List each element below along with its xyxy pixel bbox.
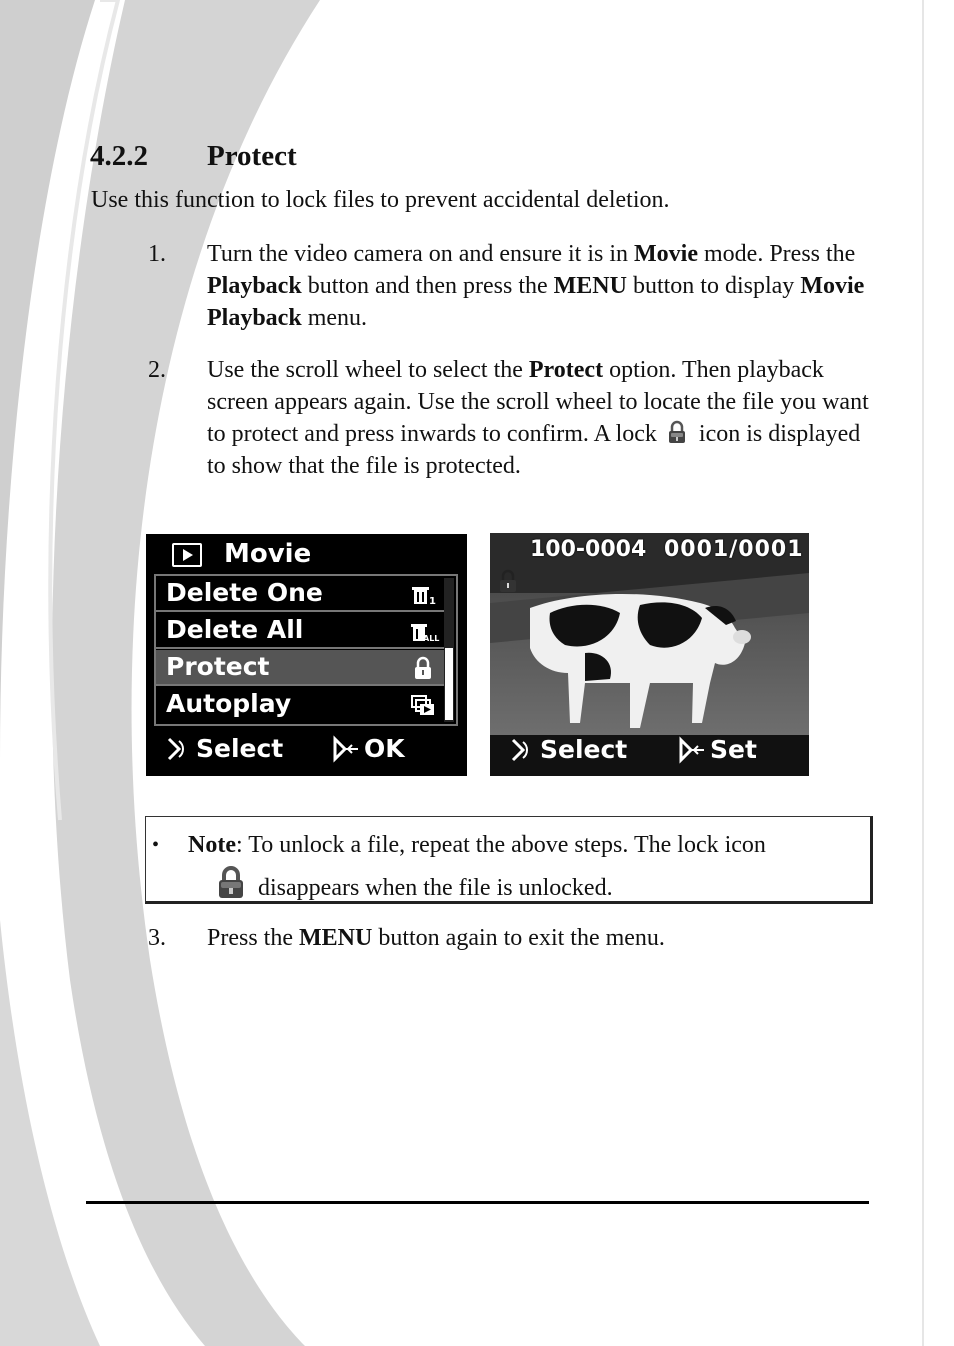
intro-paragraph: Use this function to lock files to prevent accidental deletion. [91, 187, 670, 213]
lock-icon [216, 865, 246, 899]
menu-item-delete-all [156, 613, 445, 649]
text-run: option. Then playback screen appears again. Use the scroll wheel to locate the file you want to protect and press inwards to confirm. A lock [207, 357, 869, 447]
scroll-wheel-icon [510, 738, 536, 762]
lock-icon [411, 656, 435, 680]
step-text [207, 354, 877, 482]
footer-ok-label: OK [364, 734, 405, 763]
step-text [207, 238, 877, 334]
step-number: 3. [148, 925, 166, 951]
trash-one-icon [411, 582, 435, 606]
menu-footer-select [166, 734, 283, 763]
lock-icon [498, 569, 518, 593]
playback-footer-select [510, 735, 627, 764]
menu-item-label: Autoplay [166, 689, 292, 718]
page-edge-line [922, 0, 924, 1346]
text-run: menu. [301, 305, 368, 331]
menu-scrollbar [444, 578, 454, 722]
step-text [207, 922, 877, 954]
section-title: Protect [207, 140, 297, 172]
playback-footer-set [678, 735, 757, 764]
text-run: button and then press the [301, 273, 554, 299]
text-run: Use the scroll wheel to select the [207, 357, 529, 383]
file-id: 100-0004 [530, 537, 647, 562]
footer-select-label: Select [540, 735, 628, 764]
note-text-1: : To unlock a file, repeat the above steps. The lock icon [235, 832, 766, 858]
menu-footer-ok [332, 734, 405, 763]
text-run: Turn the video camera on and ensure it is in [207, 241, 635, 267]
note-box [145, 816, 873, 904]
note-label: Note [188, 832, 236, 858]
lock-icon [667, 420, 687, 444]
svg-text:ALL: ALL [423, 634, 440, 643]
step-number: 2. [148, 357, 166, 383]
bold-term: Movie [634, 241, 699, 267]
note-text-2: disappears when the file is unlocked. [258, 875, 613, 901]
bullet-icon: • [152, 834, 160, 856]
file-count: 0001/0001 [664, 537, 804, 562]
scrollbar-thumb [445, 648, 453, 720]
note-line-2 [216, 865, 613, 908]
note-line-1 [188, 825, 766, 865]
menu-item-protect [156, 650, 445, 686]
scroll-wheel-icon [166, 737, 192, 761]
menu-item-label: Delete All [166, 615, 304, 644]
menu-list [154, 574, 458, 726]
bold-term: Playback [207, 273, 302, 299]
bold-term: MENU [299, 925, 373, 951]
bold-term: Movie Playback [207, 273, 865, 331]
menu-item-autoplay [156, 687, 445, 723]
movie-menu-screenshot [146, 534, 467, 776]
footer-rule [86, 1201, 869, 1204]
playback-footer-bar [490, 735, 809, 776]
menu-item-label: Protect [166, 652, 270, 681]
press-arrow-icon [678, 738, 706, 762]
text-run: button to display [626, 273, 801, 299]
playback-screenshot [490, 533, 809, 776]
text-run: button again to exit the menu. [372, 925, 665, 951]
text-run: icon is displayed to show that the file is protected. [207, 421, 861, 479]
bold-term: MENU [553, 273, 627, 299]
trash-all-icon [411, 619, 440, 643]
text-run: Press the [207, 925, 299, 951]
bold-term: Protect [528, 357, 604, 383]
footer-set-label: Set [710, 735, 757, 764]
menu-title: Movie [224, 539, 312, 569]
slideshow-icon [411, 693, 435, 717]
playback-icon [172, 543, 202, 567]
cow-photo [490, 533, 809, 735]
section-number: 4.2.2 [90, 140, 148, 172]
menu-item-label: Delete One [166, 578, 323, 607]
footer-select-label: Select [196, 734, 284, 763]
text-run: mode. Press the [698, 241, 856, 267]
svg-text:1: 1 [429, 596, 436, 607]
section-heading [90, 140, 297, 173]
press-arrow-icon [332, 737, 360, 761]
menu-item-delete-one [156, 576, 445, 612]
step-number: 1. [148, 241, 166, 267]
